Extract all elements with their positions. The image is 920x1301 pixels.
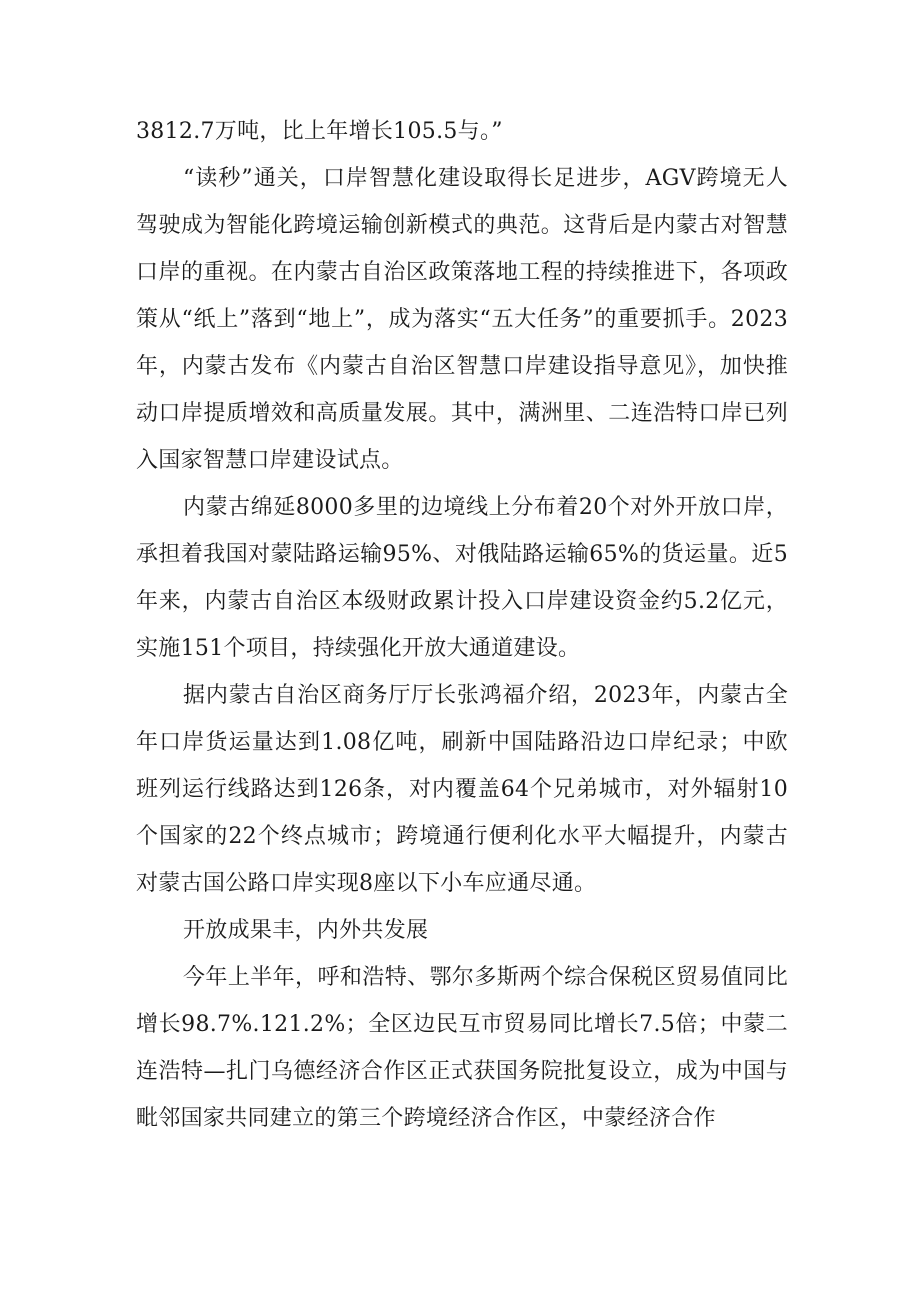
paragraph-continuation: 3812.7万吨，比上年增长105.5与。” [136, 119, 503, 144]
paragraph-border-ports: 内蒙古绵延8000多里的边境线上分布着20个对外开放口岸，承担着我国对蒙陆路运输95%、对俄陆路运输65%的货运量。近5年来，内蒙古自治区本级财政累计投入口岸建设资金约5.2亿元，实施151个项目，持续强化开放大通道建设。 [136, 495, 788, 661]
article-body [136, 108, 788, 1142]
paragraph-commerce-stats: 据内蒙古自治区商务厅厅长张鸿福介绍，2023年，内蒙古全年口岸货运量达到1.08亿吨，刷新中国陆路沿边口岸纪录；中欧班列运行线路达到126条，对内覆盖64个兄弟城市，对外辐射10个国家的22个终点城市；跨境通行便利化水平大幅提升，内蒙古对蒙古国公路口岸实现8座以下小车应通尽通。 [136, 683, 788, 896]
paragraph-smart-port: “读秒”通关，口岸智慧化建设取得长足进步，AGV跨境无人驾驶成为智能化跨境运输创新模式的典范。这背后是内蒙古对智慧口岸的重视。在内蒙古自治区政策落地工程的持续推进下，各项政策从“纸上”落到“地上”，成为落实“五大任务”的重要抓手。2023年，内蒙古发布《内蒙古自治区智慧口岸建设指导意见》，加快推动口岸提质增效和高质量发展。其中，满洲里、二连浩特口岸已列入国家智慧口岸建设试点。 [136, 166, 788, 473]
paragraph-trade-growth: 今年上半年，呼和浩特、鄂尔多斯两个综合保税区贸易值同比增长98.7%.121.2%；全区边民互市贸易同比增长7.5倍；中蒙二连浩特—扎门乌德经济合作区正式获国务院批复设立，成为中国与毗邻国家共同建立的第三个跨境经济合作区，中蒙经济合作 [136, 965, 788, 1131]
section-heading: 开放成果丰，内外共发展 [183, 918, 429, 943]
